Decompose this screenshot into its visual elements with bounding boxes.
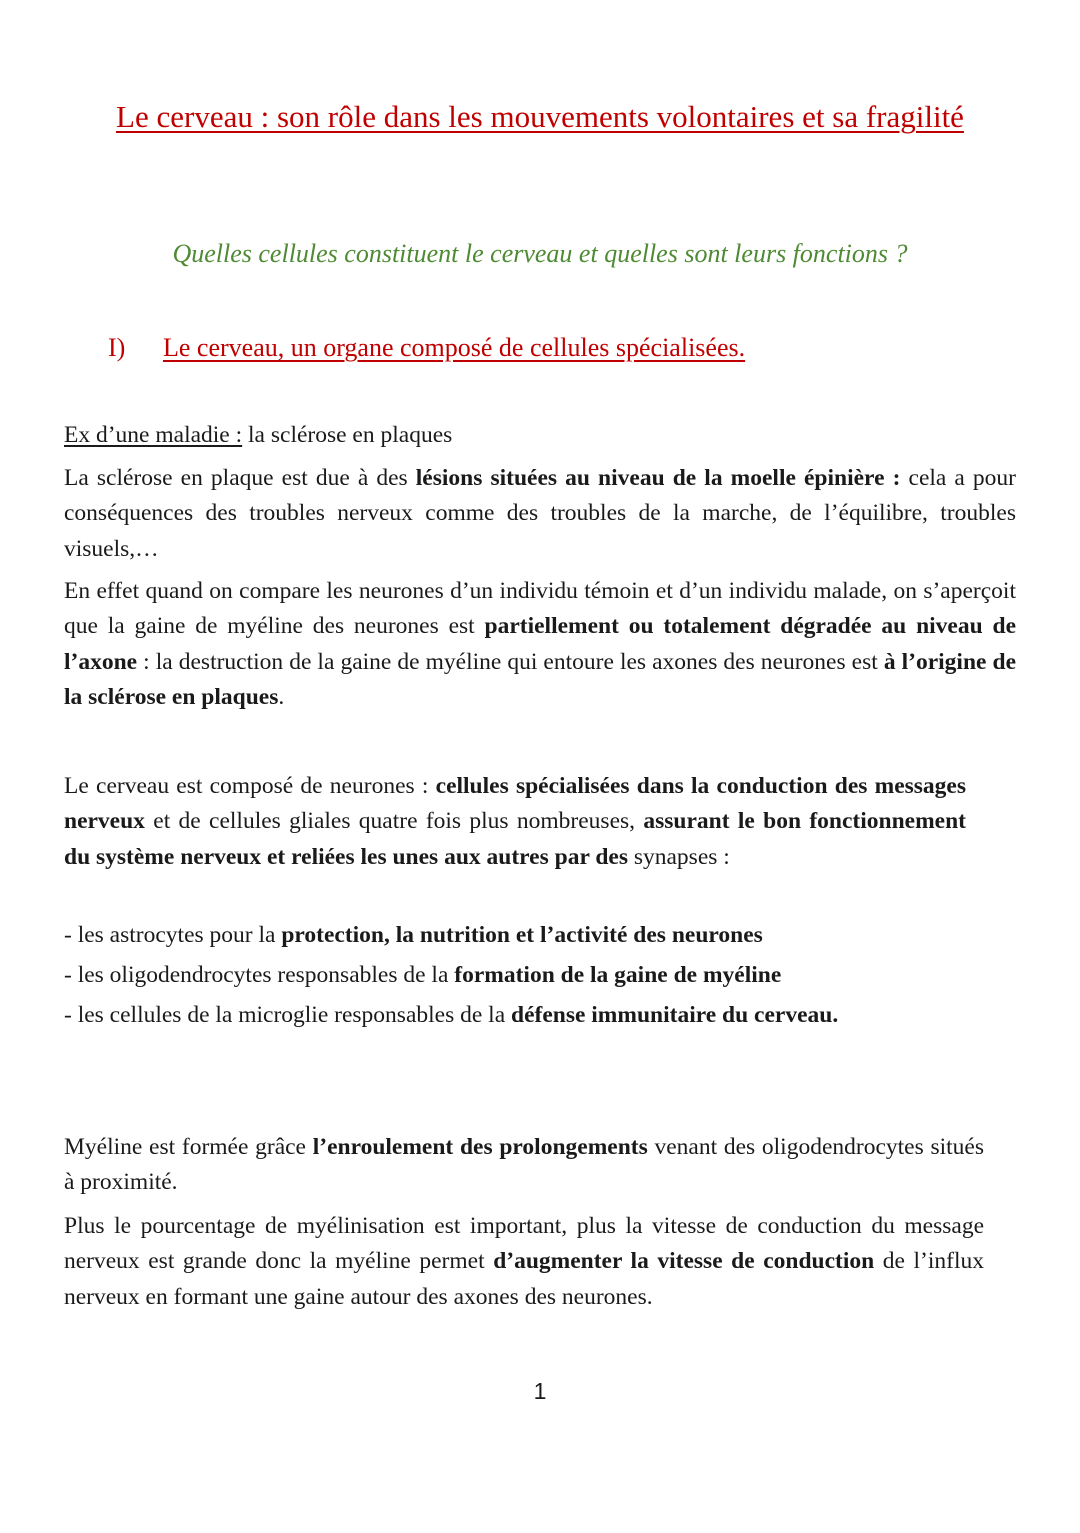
para3-text-a: Le cerveau est composé de neurones : xyxy=(64,773,436,799)
list-item xyxy=(64,995,1016,1035)
section-heading xyxy=(108,330,745,366)
para2-bold-d: à l’origine de la sclérose en plaques xyxy=(64,648,1017,710)
example-line xyxy=(64,418,1016,453)
list-item-text: - les oligodendrocytes responsables de la xyxy=(64,962,455,988)
list-item-bold: défense immunitaire du cerveau. xyxy=(511,1002,839,1028)
para5-text-a: Plus le pourcentage de myélinisation est important, plus la vitesse de conduction du message nerveux est grande donc la myéline permet xyxy=(64,1213,984,1275)
glial-cell-list xyxy=(64,915,1016,1035)
para3-bold-d: assurant le bon fonctionnement du système nerveux et reliées les unes aux autres par des xyxy=(64,808,967,870)
para5-bold: d’augmenter la vitesse de conduction xyxy=(493,1248,875,1275)
para3-text-e: synapses : xyxy=(627,843,730,870)
para1-bold: lésions situées au niveau de la moelle épinière : xyxy=(415,465,901,491)
paragraph-myelin-formation xyxy=(64,1130,984,1201)
para4-bold: l’enroulement des prolongements xyxy=(312,1134,648,1160)
section-label: Le cerveau, un organe composé de cellules spécialisées. xyxy=(163,333,746,362)
page-number: 1 xyxy=(533,1378,547,1404)
para5-text-c: de l’influx nerveux en formant une gaine autour des axones des neurones. xyxy=(64,1248,985,1310)
list-item-text: - les astrocytes pour la xyxy=(64,922,282,948)
para2-text-e: . xyxy=(278,683,285,710)
paragraph-conduction-speed xyxy=(64,1209,984,1315)
para1-text-c: cela a pour conséquences des troubles nerveux comme des troubles de la marche, de l’équilibre, troubles visuels,… xyxy=(64,465,1017,562)
page-title: Le cerveau : son rôle dans les mouvements volontaires et sa fragilité xyxy=(116,99,964,134)
para4-text-c: venant des oligodendrocytes situés à proximité. xyxy=(64,1134,984,1196)
para3-bold-b: cellules spécialisées dans la conduction des messages nerveux xyxy=(64,773,967,835)
para2-bold-b: partiellement ou totalement dégradée au niveau de l’axone xyxy=(64,613,1016,675)
list-item-bold: protection, la nutrition et l’activité des neurones xyxy=(281,922,763,948)
section-number: I) xyxy=(108,333,126,362)
para2-text-c: : la destruction de la gaine de myéline qui entoure les axones des neurones est xyxy=(137,648,884,675)
paragraph-sclerosis xyxy=(64,461,1016,567)
para1-text-a: La sclérose en plaque est due à des xyxy=(64,465,416,491)
guiding-question: Quelles cellules constituent le cerveau et quelles sont leurs fonctions ? xyxy=(172,239,908,268)
paragraph-composition xyxy=(64,769,966,875)
para4-text-a: Myéline est formée grâce xyxy=(64,1134,313,1160)
example-lead: Ex d’une maladie : xyxy=(64,422,243,448)
list-item-text: - les cellules de la microglie responsables de la xyxy=(64,1002,511,1028)
list-item xyxy=(64,955,1016,995)
list-item-bold: formation de la gaine de myéline xyxy=(454,962,782,988)
para3-text-c: et de cellules gliales quatre fois plus nombreuses, xyxy=(144,808,644,835)
list-item xyxy=(64,915,1016,955)
paragraph-comparison xyxy=(64,574,1016,715)
example-text: la sclérose en plaques xyxy=(242,422,453,448)
para2-text-a: En effet quand on compare les neurones d’un individu témoin et d’un individu malade, on s’aperçoit que la gaine de myéline des neurones est xyxy=(64,578,1016,640)
